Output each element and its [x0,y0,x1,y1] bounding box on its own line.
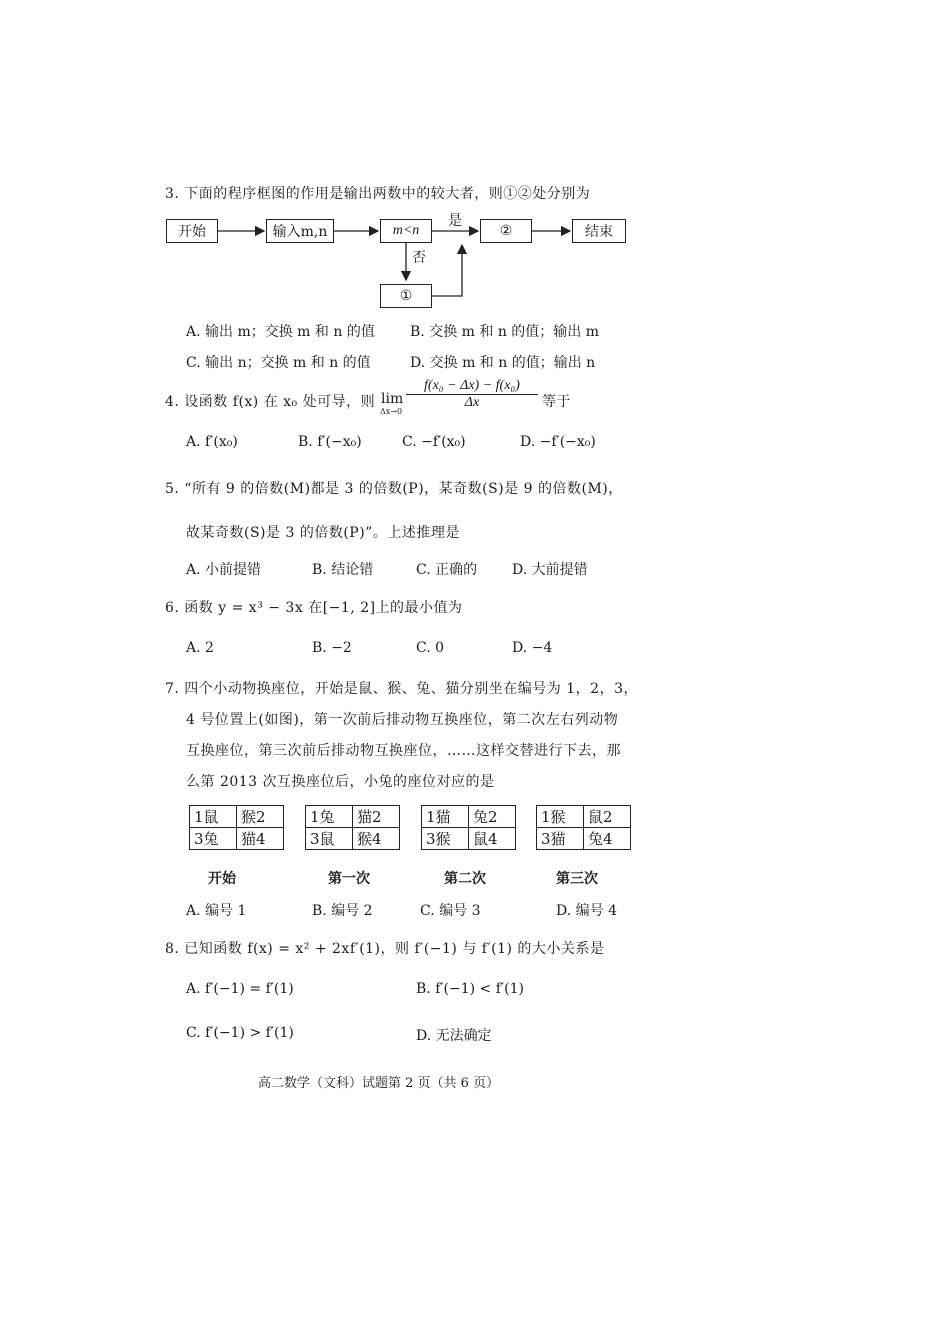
seat-cell: 3猴 [422,828,469,850]
q7-option-c: C. 编号 3 [420,903,481,919]
seat-cell: 猴2 [237,806,284,828]
q8-option-b: B. f′(−1) < f′(1) [416,981,524,997]
seat-cell: 兔2 [469,806,516,828]
grid-caption-second: 第二次 [444,871,486,887]
question-6-stem: 6. 函数 y = x³ − 3x 在[−1, 2]上的最小值为 [165,600,463,616]
q4-option-b: B. f′(−x₀) [298,434,362,450]
q4-option-a: A. f′(x₀) [186,434,238,450]
question-4-stem-end: 等于 [542,394,571,410]
q8-option-a: A. f′(−1) = f′(1) [186,981,294,997]
q8-option-d: D. 无法确定 [416,1028,492,1044]
seat-grid-first [305,805,400,850]
grid-caption-first: 第一次 [328,871,370,887]
seat-cell: 兔4 [584,828,631,850]
q5-option-a: A. 小前提错 [186,562,262,578]
flow-box-1: ① [380,284,432,308]
limit-symbol: lim [381,391,404,407]
flow-condition: m<n [380,219,432,243]
flowchart-arrows [0,0,950,320]
seat-cell: 鼠2 [584,806,631,828]
flow-start: 开始 [166,219,218,243]
limit-subscript: Δx→0 [380,407,403,416]
q6-option-a: A. 2 [186,640,214,656]
question-7-line-3: 互换座位，第三次前后排动物互换座位，……这样交替进行下去，那 [186,743,621,759]
seat-cell: 猫2 [353,806,400,828]
question-4-stem: 4. 设函数 f(x) 在 x₀ 处可导，则 [165,394,376,410]
grid-caption-start: 开始 [208,871,236,887]
page-footer: 高二数学（文科）试题第 2 页（共 6 页） [258,1076,500,1091]
limit-fraction [406,378,538,411]
seat-cell: 1猴 [537,806,584,828]
seat-grid-third [536,805,631,850]
flow-input: 输入m,n [266,219,334,243]
flow-no-label: 否 [412,250,426,266]
fraction-numerator: f(x₀ − Δx) − f(x₀) [424,378,520,393]
seat-grid-second [421,805,516,850]
question-8-stem: 8. 已知函数 f(x) = x² + 2xf′(1)，则 f′(−1) 与 f′(1) 的大小关系是 [165,941,605,957]
seat-cell: 1兔 [306,806,353,828]
q8-option-c: C. f′(−1) > f′(1) [186,1025,294,1041]
seat-cell: 3兔 [190,828,237,850]
flow-box-2: ② [480,219,532,243]
q3-option-a: A. 输出 m；交换 m 和 n 的值 [186,324,375,340]
seat-grid-start [189,805,284,850]
q3-option-b: B. 交换 m 和 n 的值；输出 m [410,324,600,340]
q7-option-a: A. 编号 1 [186,903,247,919]
q3-option-d: D. 交换 m 和 n 的值；输出 n [410,355,596,371]
q3-option-c: C. 输出 n；交换 m 和 n 的值 [186,355,371,371]
q7-option-b: B. 编号 2 [312,903,373,919]
q7-option-d: D. 编号 4 [556,903,617,919]
q5-option-c: C. 正确的 [416,562,478,578]
question-7-line-1: 7. 四个小动物换座位，开始是鼠、猴、兔、猫分别坐在编号为 1，2，3， [165,681,638,697]
seat-cell: 猴4 [353,828,400,850]
seat-cell: 1鼠 [190,806,237,828]
q5-option-d: D. 大前提错 [512,562,588,578]
seat-cell: 3猫 [537,828,584,850]
q6-option-d: D. −4 [512,640,553,656]
q4-option-d: D. −f′(−x₀) [520,434,596,450]
q4-option-c: C. −f′(x₀) [402,434,466,450]
seat-cell: 鼠4 [469,828,516,850]
question-5-line-1: 5. “所有 9 的倍数(M)都是 3 的倍数(P)，某奇数(S)是 9 的倍数(M)， [165,481,623,497]
seat-cell: 3鼠 [306,828,353,850]
question-7-line-2: 4 号位置上(如图)，第一次前后排动物互换座位，第二次左右列动物 [186,712,619,728]
question-7-line-4: 么第 2013 次互换座位后，小兔的座位对应的是 [186,774,495,790]
seat-cell: 猫4 [237,828,284,850]
fraction-denominator: Δx [464,395,480,410]
question-3-stem: 3. 下面的程序框图的作用是输出两数中的较大者，则①②处分别为 [165,186,591,202]
q6-option-b: B. −2 [312,640,352,656]
flow-end: 结束 [572,219,626,243]
question-5-line-2: 故某奇数(S)是 3 的倍数(P)”。上述推理是 [186,525,460,541]
q6-option-c: C. 0 [416,640,445,656]
grid-caption-third: 第三次 [556,871,598,887]
flow-yes-label: 是 [448,213,462,229]
seat-cell: 1猫 [422,806,469,828]
q5-option-b: B. 结论错 [312,562,374,578]
